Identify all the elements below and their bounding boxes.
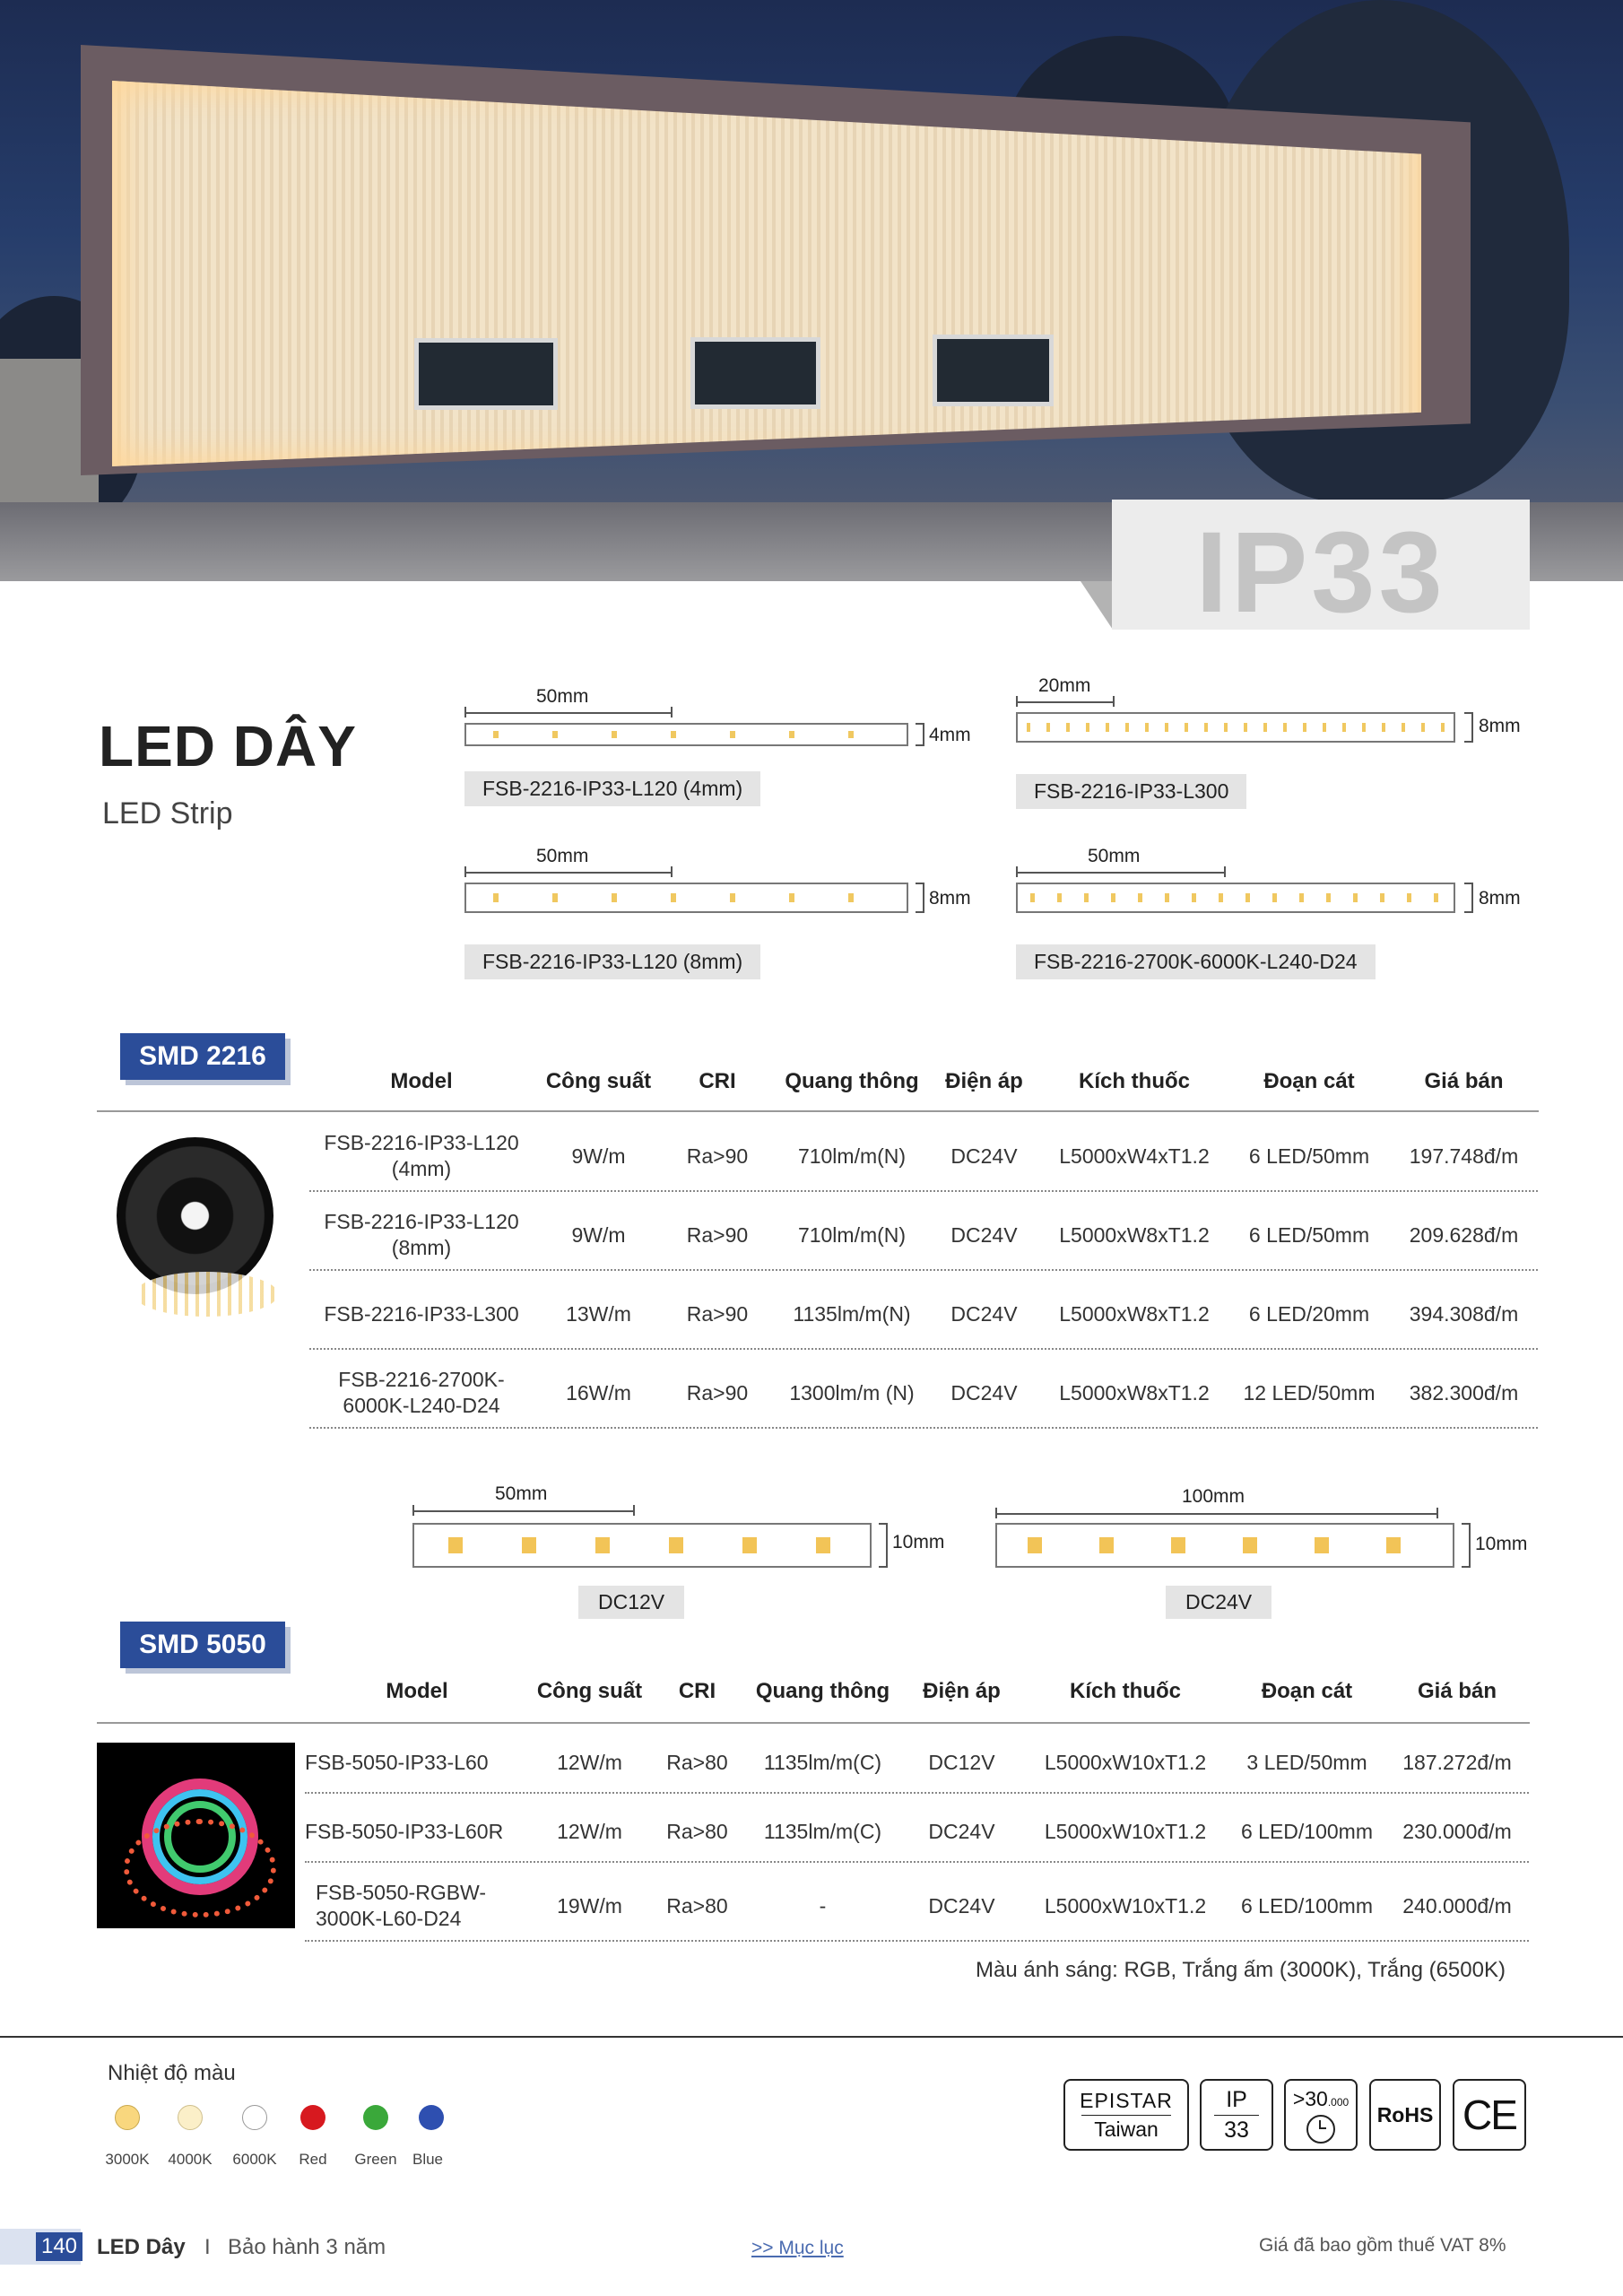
col-header-power: Công suất bbox=[536, 1679, 643, 1703]
table-row: FSB-2216-IP33-L120 (4mm) 9W/m Ra>90 710lm/m(N) DC24V L5000xW4xT1.2 6 LED/50mm 197.748đ/m bbox=[324, 1131, 1519, 1180]
col-header-voltage: Điện áp bbox=[923, 1679, 1001, 1703]
col-header-cri: CRI bbox=[699, 1069, 736, 1093]
length-label: 50mm bbox=[536, 686, 589, 707]
swatch-label: Green bbox=[354, 2151, 397, 2168]
color-temp-title: Nhiệt độ màu bbox=[108, 2061, 236, 2085]
swatch-label: Red bbox=[299, 2151, 327, 2168]
table-row: FSB-2216-2700K-6000K-L240-D24 16W/m Ra>90 1300lm/m (N) DC24V L5000xW8xT1.2 12 LED/50mm 382.300đ/m bbox=[338, 1368, 1519, 1417]
footer-section: LED Dây bbox=[97, 2235, 186, 2259]
width-label: 8mm bbox=[1479, 888, 1521, 909]
page-number: 140 bbox=[36, 2232, 82, 2261]
footer-separator: I bbox=[204, 2235, 211, 2259]
col-header-price: Giá bán bbox=[1417, 1679, 1497, 1703]
ce-badge: CE bbox=[1453, 2079, 1526, 2151]
clock-icon bbox=[1306, 2115, 1335, 2144]
col-header-model: Model bbox=[386, 1679, 448, 1703]
led-reel-image bbox=[117, 1137, 273, 1294]
swatch-6000k bbox=[242, 2105, 267, 2130]
model-tag: FSB-2216-IP33-L120 (8mm) bbox=[464, 944, 760, 979]
col-header-cri: CRI bbox=[678, 1679, 716, 1703]
strip-diagram-dc12v bbox=[412, 1482, 968, 1625]
table-row: FSB-5050-IP33-L60R 12W/m Ra>80 1135lm/m(C) DC24V L5000xW10xT1.2 6 LED/100mm 230.000đ/m bbox=[305, 1819, 1512, 1843]
length-label: 20mm bbox=[1038, 675, 1091, 696]
table-row: FSB-5050-IP33-L60 12W/m Ra>80 1135lm/m(C) DC12V L5000xW10xT1.2 3 LED/50mm 187.272đ/m bbox=[305, 1750, 1512, 1774]
model-tag: FSB-2216-IP33-L300 bbox=[1016, 774, 1246, 809]
swatch-red bbox=[300, 2105, 325, 2130]
voltage-tag: DC12V bbox=[578, 1586, 684, 1619]
col-header-model: Model bbox=[390, 1069, 453, 1093]
strip-diagram-l120-4mm bbox=[464, 682, 985, 807]
width-label: 8mm bbox=[1479, 716, 1521, 736]
voltage-tag: DC24V bbox=[1166, 1586, 1271, 1619]
light-color-note: Màu ánh sáng: RGB, Trắng ấm (3000K), Trắng (6500K) bbox=[976, 1958, 1506, 1982]
col-header-power: Công suất bbox=[545, 1069, 652, 1093]
length-label: 100mm bbox=[1182, 1486, 1245, 1507]
swatch-label: Blue bbox=[412, 2151, 444, 2168]
col-header-luminous: Quang thông bbox=[755, 1679, 890, 1703]
col-header-cut: Đoạn cát bbox=[1261, 1679, 1353, 1703]
width-label: 10mm bbox=[1475, 1534, 1528, 1554]
col-header-luminous: Quang thông bbox=[785, 1069, 919, 1093]
smd2216-badge: SMD 2216 bbox=[120, 1033, 285, 1080]
width-label: 4mm bbox=[929, 725, 971, 745]
page-subtitle: LED Strip bbox=[102, 796, 233, 831]
swatch-label: 4000K bbox=[168, 2151, 213, 2168]
length-label: 50mm bbox=[495, 1483, 548, 1504]
length-label: 50mm bbox=[1088, 846, 1141, 866]
swatch-green bbox=[363, 2105, 388, 2130]
model-tag: FSB-2216-IP33-L120 (4mm) bbox=[464, 771, 760, 806]
col-header-price: Giá bán bbox=[1424, 1069, 1504, 1093]
col-header-size: Kích thuốc bbox=[1079, 1069, 1190, 1093]
smd5050-badge: SMD 5050 bbox=[120, 1622, 285, 1668]
length-label: 50mm bbox=[536, 846, 589, 866]
ip-banner-fold bbox=[1081, 581, 1113, 630]
hero-photo bbox=[0, 0, 1623, 581]
col-header-cut: Đoạn cát bbox=[1263, 1069, 1355, 1093]
rohs-badge: RoHS bbox=[1369, 2079, 1441, 2151]
epistar-badge: EPISTAR Taiwan bbox=[1063, 2079, 1189, 2151]
footer-vat-note: Giá đã bao gồm thuế VAT 8% bbox=[1259, 2235, 1506, 2256]
strip-diagram-l240 bbox=[1016, 843, 1554, 978]
swatch-blue bbox=[419, 2105, 444, 2130]
table-row: FSB-5050-RGBW-3000K-L60-D24 19W/m Ra>80 - DC24V L5000xW10xT1.2 6 LED/100mm 240.000đ/m bbox=[316, 1881, 1512, 1930]
ip-rating-label: IP33 bbox=[1195, 509, 1446, 637]
table-row: FSB-2216-IP33-L300 13W/m Ra>90 1135lm/m(N) DC24V L5000xW8xT1.2 6 LED/20mm 394.308đ/m bbox=[324, 1301, 1519, 1326]
strip-diagram-l300 bbox=[1016, 673, 1554, 807]
swatch-3000k bbox=[115, 2105, 140, 2130]
page-title: LED DÂY bbox=[99, 714, 357, 778]
toc-link[interactable]: >> Mục lục bbox=[751, 2238, 844, 2258]
swatch-4000k bbox=[178, 2105, 203, 2130]
footer-warranty: Bảo hành 3 năm bbox=[228, 2235, 386, 2259]
swatch-label: 6000K bbox=[232, 2151, 277, 2168]
strip-diagram-dc24v bbox=[995, 1484, 1551, 1628]
width-label: 10mm bbox=[892, 1532, 945, 1552]
lifetime-badge: >30.000 bbox=[1284, 2079, 1358, 2151]
swatch-label: 3000K bbox=[105, 2151, 150, 2168]
ip33-badge: IP 33 bbox=[1200, 2079, 1273, 2151]
col-header-voltage: Điện áp bbox=[945, 1069, 1023, 1093]
strip-diagram-l120-8mm bbox=[464, 843, 985, 978]
width-label: 8mm bbox=[929, 888, 971, 909]
col-header-size: Kích thuốc bbox=[1070, 1679, 1181, 1703]
table-row: FSB-2216-IP33-L120 (8mm) 9W/m Ra>90 710lm/m(N) DC24V L5000xW8xT1.2 6 LED/50mm 209.628đ/m bbox=[324, 1210, 1519, 1259]
model-tag: FSB-2216-2700K-6000K-L240-D24 bbox=[1016, 944, 1376, 979]
rgb-strip-image bbox=[97, 1743, 295, 1928]
